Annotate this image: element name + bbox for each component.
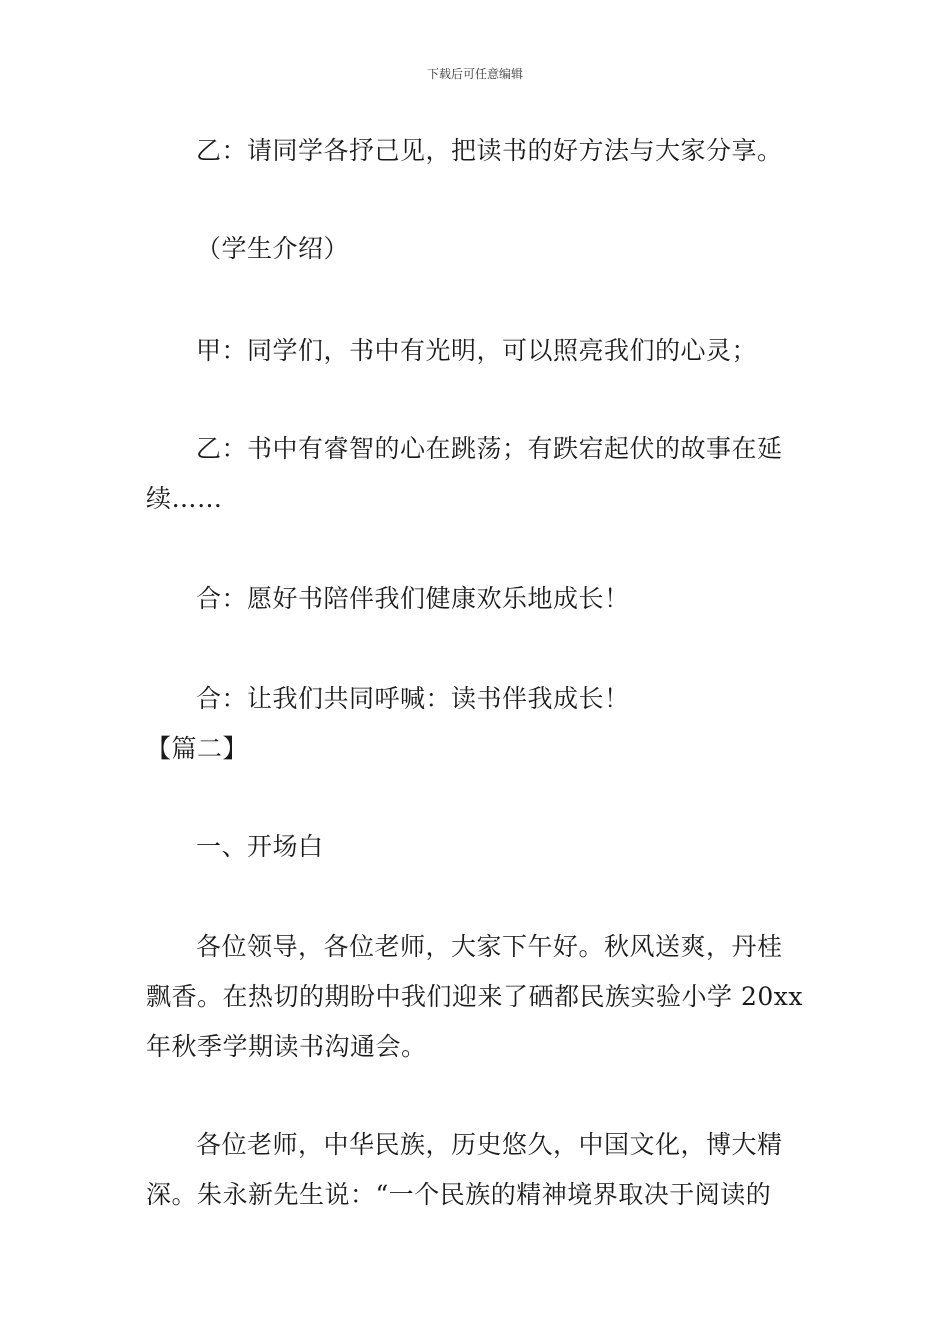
stage-note: （学生介绍） <box>196 234 350 263</box>
dialogue-line-yi-1: 乙：请同学各抒己见，把读书的好方法与大家分享。 <box>196 136 783 165</box>
body-paragraph-2-line-1: 各位老师，中华民族，历史悠久，中国文化，博大精 <box>196 1130 783 1159</box>
dialogue-line-he-2: 合：让我们共同呼喊：读书伴我成长！ <box>196 684 630 713</box>
dialogue-line-yi-2-cont: 续…… <box>146 484 223 513</box>
dialogue-line-yi-2: 乙：书中有睿智的心在跳荡；有跌宕起伏的故事在延 <box>196 434 783 463</box>
dialogue-line-he-1: 合：愿好书陪伴我们健康欢乐地成长！ <box>196 584 630 613</box>
dialogue-line-jia: 甲：同学们，书中有光明，可以照亮我们的心灵； <box>196 336 758 365</box>
body-paragraph-2-line-2: 深。朱永新先生说：“一个民族的精神境界取决于阅读的 <box>146 1180 772 1209</box>
body-paragraph-1-line-3: 年秋季学期读书沟通会。 <box>146 1032 427 1061</box>
page-header: 下载后可任意编辑 <box>426 67 523 81</box>
section-heading: 【篇二】 <box>146 734 249 763</box>
body-paragraph-1-line-2: 飘香。在热切的期盼中我们迎来了硒都民族实验小学 20xx <box>146 982 803 1011</box>
subsection-heading: 一、开场白 <box>196 832 324 861</box>
body-paragraph-1-line-1: 各位领导，各位老师，大家下午好。秋风送爽，丹桂 <box>196 932 783 961</box>
